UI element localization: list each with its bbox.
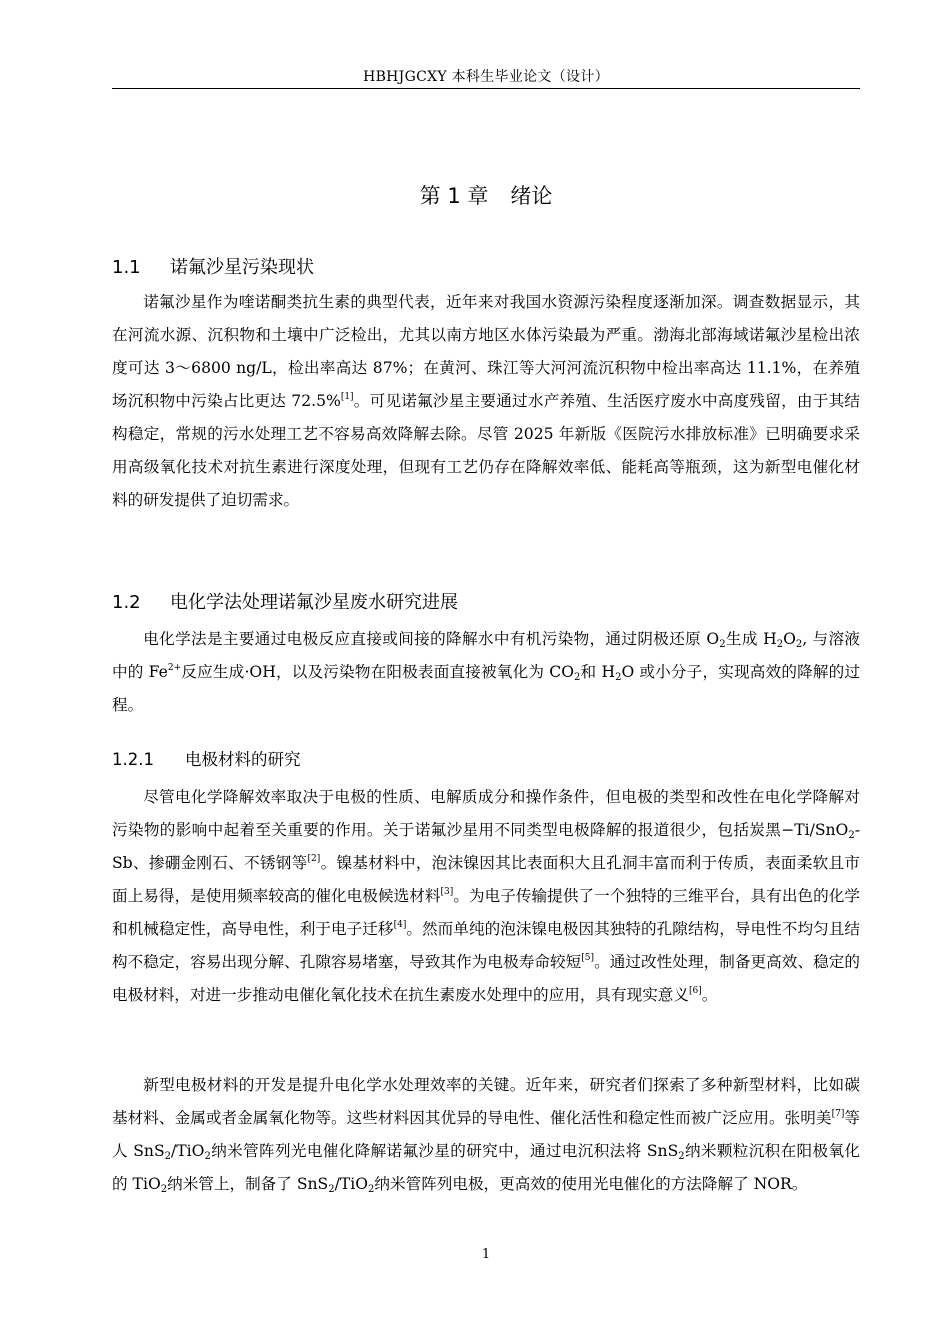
paragraph-new-electrode-materials bbox=[112, 1069, 860, 1201]
subscript: 2 bbox=[328, 1184, 335, 1195]
citation: [4] bbox=[393, 920, 407, 930]
paragraph-pollution-status bbox=[112, 286, 860, 517]
text-run: /TiO bbox=[334, 1175, 369, 1193]
chapter-heading bbox=[112, 180, 860, 210]
text-run: 。通过改性处理，制备更高效、稳定的电极材料，对进一步推动电催化氧化技术在抗生素废水处理中的应用，具有现实意义 bbox=[112, 953, 860, 1004]
citation: [3] bbox=[440, 887, 454, 897]
text-run: 诺氟沙星作为喹诺酮类抗生素的典型代表，近年来对我国水资源污染程度逐渐加深。调查数据显示，其在河流水源、沉积物和土壤中广泛检出，尤其以南方地区水体污染最为严重。渤海北部海域诺氟沙星检出浓度可达 3～6800 ng/L，检出率高达 87%；在黄河、珠江等大河河流沉积物中检出率高达 11.1%，在养殖场沉积物中污染占比更达 72.5% bbox=[112, 293, 860, 410]
text-run: 。可见诺氟沙星主要通过水产养殖、生活医疗废水中高度残留，由于其结构稳定，常规的污水处理工艺不容易高效降解去除。尽管 2025 年新版《医院污水排放标准》已明确要求采用高级氧化技术对抗生素进行深度处理，但现有工艺仍存在降解效率低、能耗高等瓶颈，这为新型电催化材料的研发提供了迫切需求。 bbox=[112, 392, 860, 509]
text-run: 纳米管上，制备了 SnS bbox=[167, 1175, 329, 1193]
paragraph-electrode-materials bbox=[112, 781, 860, 1012]
subscript: 2 bbox=[368, 1184, 375, 1195]
text-run: O bbox=[783, 630, 796, 648]
subscript: 2 bbox=[615, 672, 622, 683]
section-heading-1-2-1 bbox=[112, 746, 301, 770]
subscript: 2 bbox=[204, 1151, 211, 1162]
text-run: O 或小分子，实现高效的降解的过程。 bbox=[112, 663, 861, 714]
text-run: 电化学法是主要通过电极反应直接或间接的降解水中有机污染物，通过阴极还原 O bbox=[143, 630, 720, 648]
text-run: -Sb、掺硼金刚石、不锈钢等 bbox=[112, 821, 860, 872]
text-run: 。为电子传输提供了一个独特的三维平台，具有出色的化学和机械稳定性，高导电性，利于电子迁移 bbox=[112, 887, 860, 938]
text-run: 。然而单纯的泡沫镍电极因其独特的孔隙结构，导电性不均匀且结构不稳定，容易出现分解、孔隙容易堵塞，导致其作为电极寿命较短 bbox=[112, 920, 860, 971]
subscript: 2 bbox=[573, 672, 581, 683]
section-title: 电化学法处理诺氟沙星废水研究进展 bbox=[170, 592, 458, 613]
running-header: HBHJGCXY 本科生毕业论文（设计） bbox=[363, 69, 609, 85]
citation: [7] bbox=[831, 1109, 845, 1119]
superscript: 2+ bbox=[167, 663, 182, 673]
text-run: , 与溶液中的 Fe bbox=[112, 630, 861, 681]
subscript: 2 bbox=[795, 639, 803, 650]
section-heading-1-1 bbox=[112, 253, 314, 279]
section-title: 电极材料的研究 bbox=[185, 750, 301, 769]
chapter-number: 第 1 章 bbox=[419, 184, 489, 208]
chapter-title: 绪论 bbox=[510, 184, 553, 208]
subscript: 2 bbox=[678, 1151, 685, 1162]
text-run: 。镍基材料中，泡沫镍因其比表面积大且孔洞丰富而利于传质，表面柔软且市面上易得，是使用频率较高的催化电极候选材料 bbox=[112, 854, 860, 905]
text-run: 等人 SnS bbox=[112, 1109, 860, 1160]
text-run: 纳米管阵列电极，更高效的使用光电催化的方法降解了 NOR。 bbox=[374, 1175, 808, 1193]
text-run: 新型电极材料的开发是提升电化学水处理效率的关键。近年来，研究者们探索了多种新型材料，比如碳基材料、金属或者金属氧化物等。这些材料因其优异的导电性、催化活性和稳定性而被广泛应用。张明美 bbox=[112, 1076, 860, 1127]
subscript: 2 bbox=[160, 1184, 168, 1195]
subscript: 2 bbox=[719, 639, 726, 650]
subscript: 2 bbox=[776, 639, 784, 650]
section-title: 诺氟沙星污染现状 bbox=[170, 257, 314, 278]
section-heading-1-2 bbox=[112, 588, 458, 614]
page-number: 1 bbox=[481, 1247, 491, 1262]
text-run: 。 bbox=[701, 986, 718, 1004]
section-number: 1.1 bbox=[112, 257, 141, 278]
citation: [6] bbox=[688, 986, 702, 996]
subscript: 2 bbox=[848, 830, 855, 841]
paragraph-electrochemical-method bbox=[112, 623, 860, 722]
header-rule bbox=[112, 88, 860, 89]
text-run: 反应生成·OH，以及污染物在阳极表面直接被氧化为 CO bbox=[181, 663, 574, 681]
text-run: 和 H bbox=[580, 663, 616, 681]
text-run: 尽管电化学降解效率取决于电极的性质、电解质成分和操作条件，但电极的类型和改性在电化学降解对污染物的影响中起着至关重要的作用。关于诺氟沙星用不同类型电极降解的报道很少，包括炭黑−Ti/SnO bbox=[112, 788, 860, 839]
citation: [1] bbox=[340, 392, 354, 402]
text-run: 纳米颗粒沉积在阳极氧化的 TiO bbox=[112, 1142, 860, 1193]
citation: [5] bbox=[581, 953, 595, 963]
citation: [2] bbox=[307, 854, 321, 864]
subscript: 2 bbox=[164, 1151, 172, 1162]
section-number: 1.2 bbox=[112, 592, 141, 613]
text-run: 纳米管阵列光电催化降解诺氟沙星的研究中，通过电沉积法将 SnS bbox=[210, 1142, 679, 1160]
text-run: 生成 H bbox=[725, 630, 777, 648]
section-number: 1.2.1 bbox=[112, 750, 154, 769]
text-run: /TiO bbox=[171, 1142, 205, 1160]
